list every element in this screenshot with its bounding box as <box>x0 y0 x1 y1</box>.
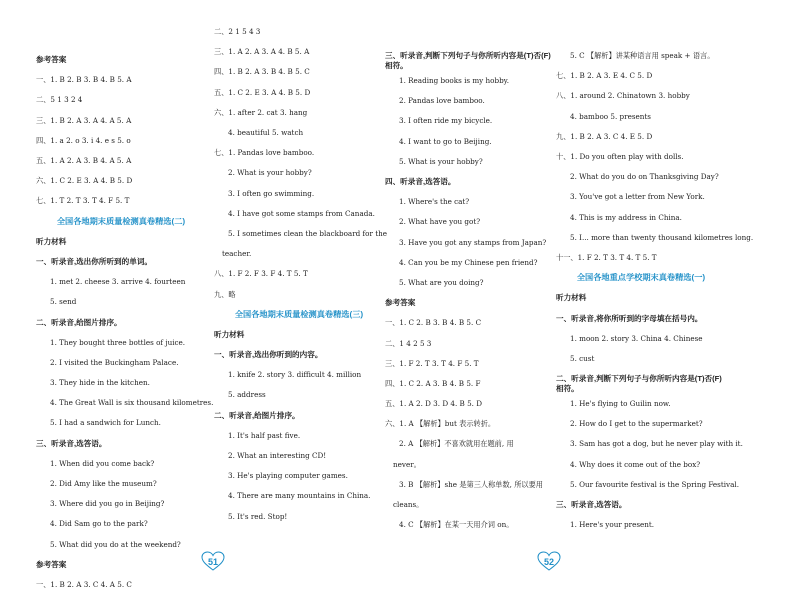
answer-line: 五、1. A 2. D 3. D 4. B 5. D <box>385 399 482 409</box>
text-line: 3. I often ride my bicycle. <box>399 116 493 126</box>
answer-line: 七、1. B 2. A 3. E 4. C 5. D <box>556 71 653 81</box>
text-line: 1. When did you come back? <box>50 458 155 468</box>
section-heading: 四、听录音,选答语。 <box>385 177 456 187</box>
section-heading: 一、听录音,将你所听到的字母填在括号内。 <box>556 313 703 323</box>
answer-line: 五、1. A 2. A 3. B 4. A 5. A <box>36 156 132 166</box>
answer-line: 九、1. B 2. A 3. C 4. E 5. D <box>556 131 653 141</box>
text-line: 1. Reading books is my hobby. <box>399 76 510 86</box>
text-line: 2. Pandas love bamboo. <box>399 96 485 106</box>
section-heading: 一、听录音,选出你所听到的单词。 <box>36 256 153 266</box>
text-line: 3. B 【解析】she 是第三人称单数, 所以要用 <box>399 479 543 489</box>
answer-line: 四、1. C 2. A 3. B 4. B 5. F <box>385 378 481 388</box>
col-1 <box>36 50 214 595</box>
text-line: 4. The Great Wall is six thousand kilometres. <box>50 398 214 408</box>
text-line: 1. Here's your present. <box>570 520 655 530</box>
answer-line: 三、1. B 2. A 3. A 4. A 5. A <box>36 115 132 125</box>
text-line: cleans。 <box>393 500 424 510</box>
answer-line: 六、1. A 【解析】but 表示转折。 <box>385 419 496 429</box>
page-number-text: 51 <box>207 557 218 567</box>
text-line: 1. knife 2. story 3. difficult 4. million <box>228 370 362 380</box>
text-line: 5. Our favourite festival is the Spring Festival. <box>570 479 739 489</box>
text-line: 3. You've got a letter from New York. <box>570 192 705 202</box>
col-4 <box>556 46 754 535</box>
page-number-left <box>200 550 226 572</box>
text-line: 3. Sam has got a dog, but he never play with it. <box>570 439 743 449</box>
answer-line: 八、1. F 2. F 3. F 4. T 5. T <box>214 269 308 279</box>
text-line: 4. Did Sam go to the park? <box>50 519 148 529</box>
answer-line: 三、1. A 2. A 3. A 4. B 5. A <box>214 47 310 57</box>
text-line: 4. I want to go to Beijing. <box>399 136 492 146</box>
answer-line: 十一、1. F 2. T 3. T 4. T 5. T <box>556 252 657 262</box>
text-line: 1. It's half past five. <box>228 430 301 440</box>
text-line: 5. C 【解析】讲某种语言用 speak + 语言。 <box>570 51 715 61</box>
answer-line: 八、1. around 2. Chinatown 3. hobby <box>556 91 690 101</box>
answer-line: 四、1. a 2. o 3. i 4. e s 5. o <box>36 135 131 145</box>
text-line: 5. send <box>50 297 77 307</box>
exam-title: 全国各地期末质量检测真卷精选(三) <box>234 309 364 319</box>
text-line: 5. I had a sandwich for Lunch. <box>50 418 161 428</box>
answer-line: 一、1. C 2. B 3. B 4. B 5. C <box>385 318 482 328</box>
answer-line: 六、1. C 2. E 3. A 4. B 5. D <box>36 176 133 186</box>
text-line: 2. I visited the Buckingham Palace. <box>50 357 179 367</box>
answer-line: 七、1. Pandas love bamboo. <box>214 148 315 158</box>
page-number-text: 52 <box>543 557 554 567</box>
section-heading: 二、听录音,给图片排序。 <box>36 317 122 327</box>
section-heading: 参考答案 <box>385 298 416 308</box>
text-line: 4. bamboo 5. presents <box>570 111 651 121</box>
section-heading: 参考答案 <box>36 559 67 569</box>
text-line: 1. Where's the cat? <box>399 197 470 207</box>
text-line: 1. moon 2. story 3. China 4. Chinese <box>570 333 703 343</box>
text-line: 5. What is your hobby? <box>399 156 483 166</box>
section-heading: 听力材料 <box>36 236 67 246</box>
col-2 <box>214 22 387 527</box>
section-heading: 二、听录音,判断下列句子与你所听内容是(T)否(F)相符。 <box>556 374 722 393</box>
text-line: 5. It's red. Stop! <box>228 511 288 521</box>
section-heading: 二、听录音,给图片排序。 <box>214 410 300 420</box>
text-line: 5. What are you doing? <box>399 277 484 287</box>
text-line: 2. What an interesting CD! <box>228 451 327 461</box>
text-line: 1. They bought three bottles of juice. <box>50 337 186 347</box>
answer-line: 五、1. C 2. E 3. A 4. B 5. D <box>214 87 311 97</box>
answer-line: 三、1. F 2. T 3. T 4. F 5. T <box>385 358 479 368</box>
section-heading: 一、听录音,选出你听到的内容。 <box>214 350 323 360</box>
text-line: 5. I... more than twenty thousand kilometres long. <box>570 232 754 242</box>
section-heading: 听力材料 <box>214 329 245 339</box>
text-line: 5. What did you do at the weekend? <box>50 539 181 549</box>
text-line: 5. address <box>228 390 266 400</box>
section-heading: 三、听录音,判断下列句子与你所听内容是(T)否(F)相符。 <box>385 51 551 70</box>
answer-line: 九、略 <box>214 289 236 299</box>
text-line: 4. beautiful 5. watch <box>228 128 304 138</box>
text-line: 3. They hide in the kitchen. <box>50 378 150 388</box>
answer-line: 十、1. Do you often play with dolls. <box>556 152 684 162</box>
text-line: 3. Where did you go in Beijing? <box>50 499 165 509</box>
text-line: 3. Have you got any stamps from Japan? <box>399 237 547 247</box>
answer-line: 一、1. B 2. B 3. B 4. B 5. A <box>36 75 132 85</box>
answer-line: 四、1. B 2. A 3. B 4. B 5. C <box>214 67 310 77</box>
text-line: 2. What have you got? <box>399 217 481 227</box>
answer-line: 七、1. T 2. T 3. T 4. F 5. T <box>36 196 130 206</box>
answer-line: 六、1. after 2. cat 3. hang <box>214 107 308 117</box>
text-line: 3. He's playing computer games. <box>228 471 348 481</box>
answer-line: 二、1 4 2 5 3 <box>385 338 432 348</box>
text-line: 2. What is your hobby? <box>228 168 312 178</box>
text-line: teacher. <box>222 249 252 259</box>
text-line: 5. I sometimes clean the blackboard for the <box>228 228 387 238</box>
section-heading: 三、听录音,选答语。 <box>556 500 627 510</box>
section-heading: 三、听录音,选答语。 <box>36 438 107 448</box>
text-line: never。 <box>393 459 421 469</box>
exam-title: 全国各地期末质量检测真卷精选(二) <box>56 216 186 226</box>
text-line: 1. met 2. cheese 3. arrive 4. fourteen <box>50 277 186 287</box>
page-number-right <box>536 550 562 572</box>
text-line: 2. A 【解析】不喜欢就用在题前, 用 <box>399 439 514 449</box>
text-line: 5. cust <box>570 353 595 363</box>
section-heading: 听力材料 <box>556 293 587 303</box>
answer-line: 一、1. B 2. A 3. C 4. A 5. C <box>36 579 132 589</box>
text-line: 4. Why does it come out of the box? <box>570 459 701 469</box>
text-line: 4. C 【解析】在某一天用介词 on。 <box>399 520 514 530</box>
text-line: 2. Did Amy like the museum? <box>50 479 157 489</box>
text-line: 1. He's flying to Guilin now. <box>570 399 671 409</box>
text-line: 4. This is my address in China. <box>570 212 682 222</box>
text-line: 4. There are many mountains in China. <box>228 491 371 501</box>
answer-line: 二、5 1 3 2 4 <box>36 95 83 105</box>
text-line: 2. What do you do on Thanksgiving Day? <box>570 172 719 182</box>
text-line: 4. I have got some stamps from Canada. <box>228 208 375 218</box>
text-line: 4. Can you be my Chinese pen friend? <box>399 257 538 267</box>
col-3 <box>385 46 555 535</box>
section-heading: 参考答案 <box>36 55 67 65</box>
text-line: 3. I often go swimming. <box>228 188 315 198</box>
exam-title: 全国各地重点学校期末真卷精选(一) <box>576 273 706 283</box>
answer-line: 二、2 1 5 4 3 <box>214 27 261 37</box>
text-line: 2. How do I get to the supermarket? <box>570 419 703 429</box>
